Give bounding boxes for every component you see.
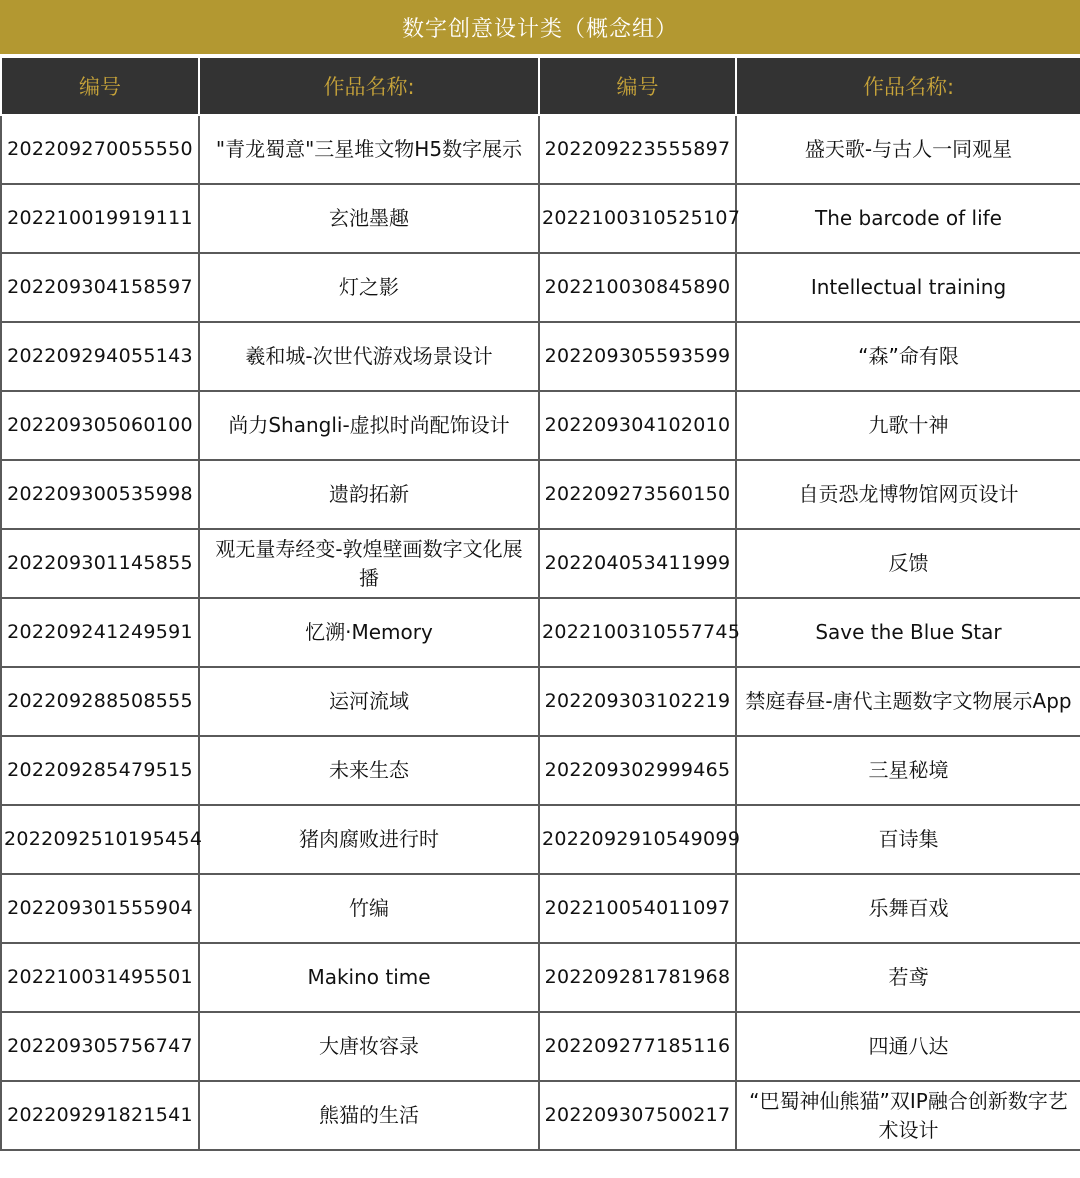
entry-title: 反馈 — [736, 529, 1080, 598]
entry-id: 2022092510195454 — [1, 805, 199, 874]
entry-id: 202209291821541 — [1, 1081, 199, 1150]
entry-title: Save the Blue Star — [736, 598, 1080, 667]
table-row — [1, 943, 1080, 1012]
entry-id: 202209305756747 — [1, 1012, 199, 1081]
table-row — [1, 736, 1080, 805]
entry-title: 若鸢 — [736, 943, 1080, 1012]
entry-id: 202209301555904 — [1, 874, 199, 943]
entry-id: 202209300535998 — [1, 460, 199, 529]
table-row — [1, 460, 1080, 529]
entry-title: 未来生态 — [199, 736, 539, 805]
entry-id: 202209273560150 — [539, 460, 736, 529]
entry-id: 202210054011097 — [539, 874, 736, 943]
table-row — [1, 253, 1080, 322]
entry-title: 自贡恐龙博物馆网页设计 — [736, 460, 1080, 529]
table-row — [1, 1081, 1080, 1150]
entry-title: 遗韵拓新 — [199, 460, 539, 529]
table-row — [1, 598, 1080, 667]
entry-title: 大唐妆容录 — [199, 1012, 539, 1081]
entry-title: 禁庭春昼-唐代主题数字文物展示App — [736, 667, 1080, 736]
table-row — [1, 391, 1080, 460]
entry-id: 202209302999465 — [539, 736, 736, 805]
entry-id: 202210030845890 — [539, 253, 736, 322]
entry-title: 运河流域 — [199, 667, 539, 736]
entry-id: 202209277185116 — [539, 1012, 736, 1081]
header-name-left: 作品名称: — [199, 57, 539, 115]
entry-title: “巴蜀神仙熊猫”双IP融合创新数字艺术设计 — [736, 1081, 1080, 1150]
entry-id: 202209304102010 — [539, 391, 736, 460]
entry-title: 竹编 — [199, 874, 539, 943]
entry-id: 2022092910549099 — [539, 805, 736, 874]
entry-id: 2022100310557745 — [539, 598, 736, 667]
entry-title: 玄池墨趣 — [199, 184, 539, 253]
entry-id: 202209288508555 — [1, 667, 199, 736]
entry-id: 202209305060100 — [1, 391, 199, 460]
entry-title: “森”命有限 — [736, 322, 1080, 391]
entry-id: 202209307500217 — [539, 1081, 736, 1150]
table-row — [1, 322, 1080, 391]
entry-id: 202209270055550 — [1, 115, 199, 184]
table-row — [1, 667, 1080, 736]
entry-title: 尚力Shangli-虚拟时尚配饰设计 — [199, 391, 539, 460]
entry-id: 202209294055143 — [1, 322, 199, 391]
header-id-left: 编号 — [1, 57, 199, 115]
entry-title: "青龙蜀意"三星堆文物H5数字展示 — [199, 115, 539, 184]
entry-id: 2022100310525107 — [539, 184, 736, 253]
entry-title: The barcode of life — [736, 184, 1080, 253]
entry-id: 202209301145855 — [1, 529, 199, 598]
entry-title: 九歌十神 — [736, 391, 1080, 460]
entry-title: 羲和城-次世代游戏场景设计 — [199, 322, 539, 391]
entry-id: 202210031495501 — [1, 943, 199, 1012]
table-title: 数字创意设计类（概念组） — [0, 0, 1080, 56]
entry-id: 202209304158597 — [1, 253, 199, 322]
entry-title: 灯之影 — [199, 253, 539, 322]
entry-title: 熊猫的生活 — [199, 1081, 539, 1150]
table-row — [1, 805, 1080, 874]
entry-id: 202204053411999 — [539, 529, 736, 598]
entry-id: 202209285479515 — [1, 736, 199, 805]
entry-title: Intellectual training — [736, 253, 1080, 322]
table-row — [1, 1012, 1080, 1081]
entry-id: 202209305593599 — [539, 322, 736, 391]
entry-title: 忆溯·Memory — [199, 598, 539, 667]
entry-title: Makino time — [199, 943, 539, 1012]
entry-title: 盛天歌-与古人一同观星 — [736, 115, 1080, 184]
works-table — [0, 56, 1080, 1151]
entry-id: 202209241249591 — [1, 598, 199, 667]
header-row — [1, 57, 1080, 115]
entry-title: 观无量寿经变-敦煌壁画数字文化展播 — [199, 529, 539, 598]
table-row — [1, 874, 1080, 943]
header-id-right: 编号 — [539, 57, 736, 115]
entry-title: 四通八达 — [736, 1012, 1080, 1081]
header-name-right: 作品名称: — [736, 57, 1080, 115]
entry-title: 猪肉腐败进行时 — [199, 805, 539, 874]
entry-title: 百诗集 — [736, 805, 1080, 874]
table-row — [1, 529, 1080, 598]
entry-title: 乐舞百戏 — [736, 874, 1080, 943]
table-row — [1, 184, 1080, 253]
entry-id: 202210019919111 — [1, 184, 199, 253]
entry-id: 202209303102219 — [539, 667, 736, 736]
table-row — [1, 115, 1080, 184]
entry-title: 三星秘境 — [736, 736, 1080, 805]
entry-id: 202209223555897 — [539, 115, 736, 184]
entry-id: 202209281781968 — [539, 943, 736, 1012]
